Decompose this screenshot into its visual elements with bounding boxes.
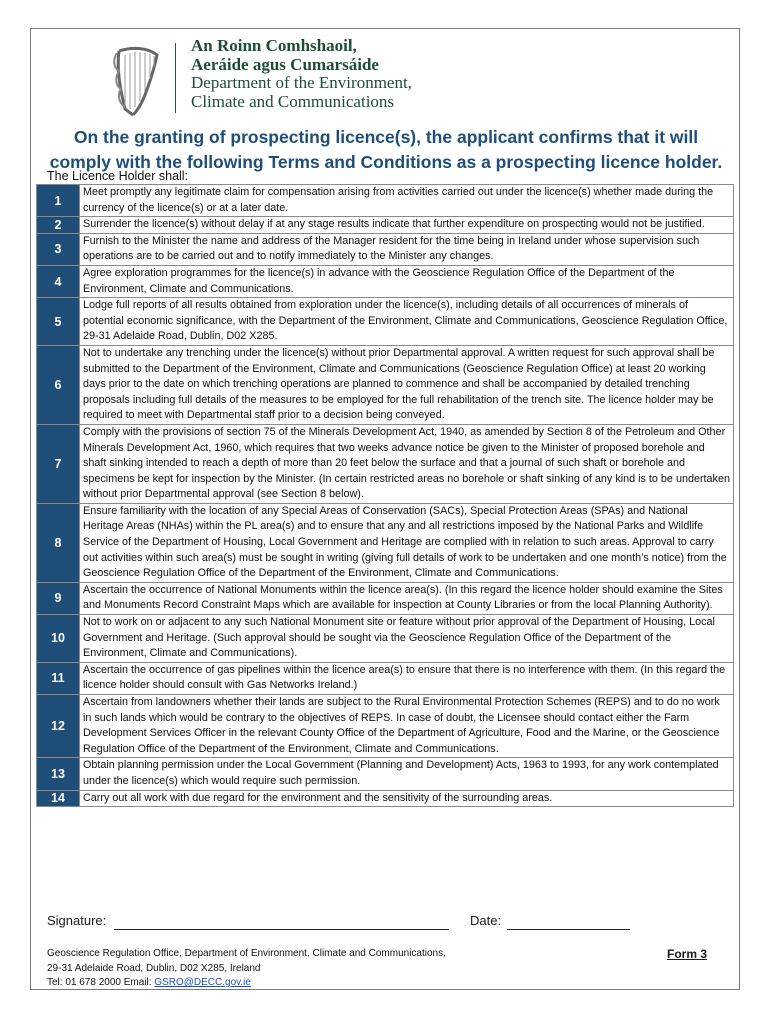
dept-name-english-line2: Climate and Communications [191,91,395,111]
term-row [37,298,734,346]
form-number: Form 3 [667,947,708,961]
term-row [37,265,734,297]
term-text: Ascertain the occurrence of gas pipelines within the licence area(s) to ensure that there is no interference with them. (In this regard the licence holder should consult with Gas Networks Ireland.) [80,662,734,694]
term-text: Agree exploration programmes for the licence(s) in advance with the Geoscience Regulation Office of the Department of the Environment, Climate and Communications. [80,265,734,297]
term-text: Surrender the licence(s) without delay if at any stage results indicate that further expenditure on prospecting would not be justified. [80,217,734,234]
term-row [37,790,734,807]
term-text: Not to work on or adjacent to any such National Monument site or feature without prior approval of the Department of Housing, Local Government and Heritage. (Such approval should be sought via the Geoscience Regulation Office of the Department of the Environment, Climate and Communications). [80,615,734,663]
dept-name-irish-line1: An Roinn Comhshaoil, [191,36,357,55]
title-line-1: On the granting of prospecting licence(s), the applicant confirms that it will [73,127,699,147]
term-row [37,582,734,614]
term-text: Carry out all work with due regard for the environment and the sensitivity of the surrounding areas. [80,790,734,807]
term-row [37,662,734,694]
term-number: 8 [37,503,80,582]
term-text: Not to undertake any trenching under the licence(s) without prior Departmental approval. A written request for such approval shall be submitted to the Department of the Environment, Climate and Communications (Geoscience Regulation Office) at least 20 working days prior to the date on which trenching operations are planned to commence and shall be accompanied by detailed trenching proposals including full details of the measures to be employed for the full rehabilitation of the trench site. The licence holder may be required to meet with Departmental staff prior to a decision being conveyed. [80,345,734,424]
term-number: 2 [37,217,80,234]
term-number: 9 [37,582,80,614]
term-text: Ascertain the occurrence of National Monuments within the licence area(s). (In this regard the licence holder should examine the Sites and Monuments Record Constraint Maps which are available for inspection at County Libraries or from the local Planning Authority). [80,582,734,614]
term-row [37,185,734,217]
term-number: 4 [37,265,80,297]
footer-office-line: Geoscience Regulation Office, Department of Environment, Climate and Communications, [47,948,446,959]
terms-table [36,184,734,807]
term-number: 7 [37,424,80,503]
footer-email-link[interactable]: GSRO@DECC.gov.ie [154,977,251,988]
term-row [37,695,734,758]
document-title [31,125,741,175]
term-number: 14 [37,790,80,807]
term-row [37,217,734,234]
term-number: 13 [37,758,80,790]
date-label: Date: [470,913,502,928]
term-row [37,503,734,582]
term-text: Lodge full reports of all results obtained from exploration under the licence(s), including details of all occurrences of minerals of potential economic significance, with the Department of the Environment, Climate and Communications, Geoscience Regulation Office, 29-31 Adelaide Road, Dublin, D02 X285. [80,298,734,346]
term-row [37,615,734,663]
term-number: 11 [37,662,80,694]
footer-contact-line [47,976,446,991]
term-text: Ascertain from landowners whether their lands are subject to the Rural Environmental Protection Schemes (REPS) and to do no work in such lands which would be contrary to the objectives of REPS. In case of doubt, the Licensee should contact either the Farm Development Services Officer in the relevant County Office of the Department of Agriculture, Food and the Marine, or the Geoscience Regulation Office of the Department of the Environment, Climate and Communications. [80,695,734,758]
signature-label: Signature: [47,913,107,928]
footer-contact [47,947,446,991]
department-name [191,37,412,111]
term-number: 3 [37,233,80,265]
date-field[interactable] [507,929,630,930]
term-text: Ensure familiarity with the location of any Special Areas of Conservation (SACs), Special Protection Areas (SPAs) and National Heritage Areas (NHAs) within the PL area(s) and to ensure that any and all restrictions imposed by the National Parks and Wildlife Service of the Department of Housing, Local Government and Heritage are complied with in relation to such areas. Approval to carry out activities within such area(s) must be sought in writing (giving full details of work to be undertaken and one month’s notice) from the Geoscience Regulation Office of the Department of the Environment, Climate and Communications. [80,503,734,582]
term-row [37,424,734,503]
term-text: Meet promptly any legitimate claim for compensation arising from activities carried out under the licence(s) whether made during the currency of the licence(s) or at a later date. [80,185,734,217]
header-divider [175,43,176,113]
dept-name-irish-line2: Aeráide agus Cumarsáide [191,54,379,74]
term-number: 12 [37,695,80,758]
footer-tel: Tel: 01 678 2000 Email: [47,977,155,988]
term-number: 10 [37,615,80,663]
footer-address-line: 29-31 Adelaide Road, Dublin, D02 X285, Ireland [47,962,261,974]
term-text: Comply with the provisions of section 75 of the Minerals Development Act, 1940, as amended by Section 8 of the Petroleum and Other Minerals Development Act, 1960, which requires that two weeks advance notice be given to the Minister of proposed borehole and shaft sinking intended to reach a depth of more than 20 feet below the surface and that a journal of such shaft or borehole and specimens be kept for inspection by the Minister. (In certain restricted areas no borehole or shaft sinking of any kind is to be undertaken without prior Departmental approval (see Section 8 below). [80,424,734,503]
harp-icon [111,45,163,117]
form-page [30,28,740,990]
department-header [71,35,731,119]
licence-holder-intro: The Licence Holder shall: [47,169,189,183]
term-row [37,758,734,790]
dept-name-english-line1: Department of the Environment, [191,73,412,92]
term-text: Obtain planning permission under the Local Government (Planning and Development) Acts, 1963 to 1993, for any work contemplated under the licence(s) which would require such permission. [80,758,734,790]
title-line-2: comply with the following Terms and Conditions as a prospecting licence holder. [49,152,723,172]
term-row [37,233,734,265]
term-number: 1 [37,185,80,217]
term-row [37,345,734,424]
signature-field[interactable] [114,929,449,930]
term-number: 5 [37,298,80,346]
term-number: 6 [37,345,80,424]
term-text: Furnish to the Minister the name and address of the Manager resident for the time being in Ireland under whose supervision such operations are to be carried out and to notify immediately to the Minister any changes. [80,233,734,265]
